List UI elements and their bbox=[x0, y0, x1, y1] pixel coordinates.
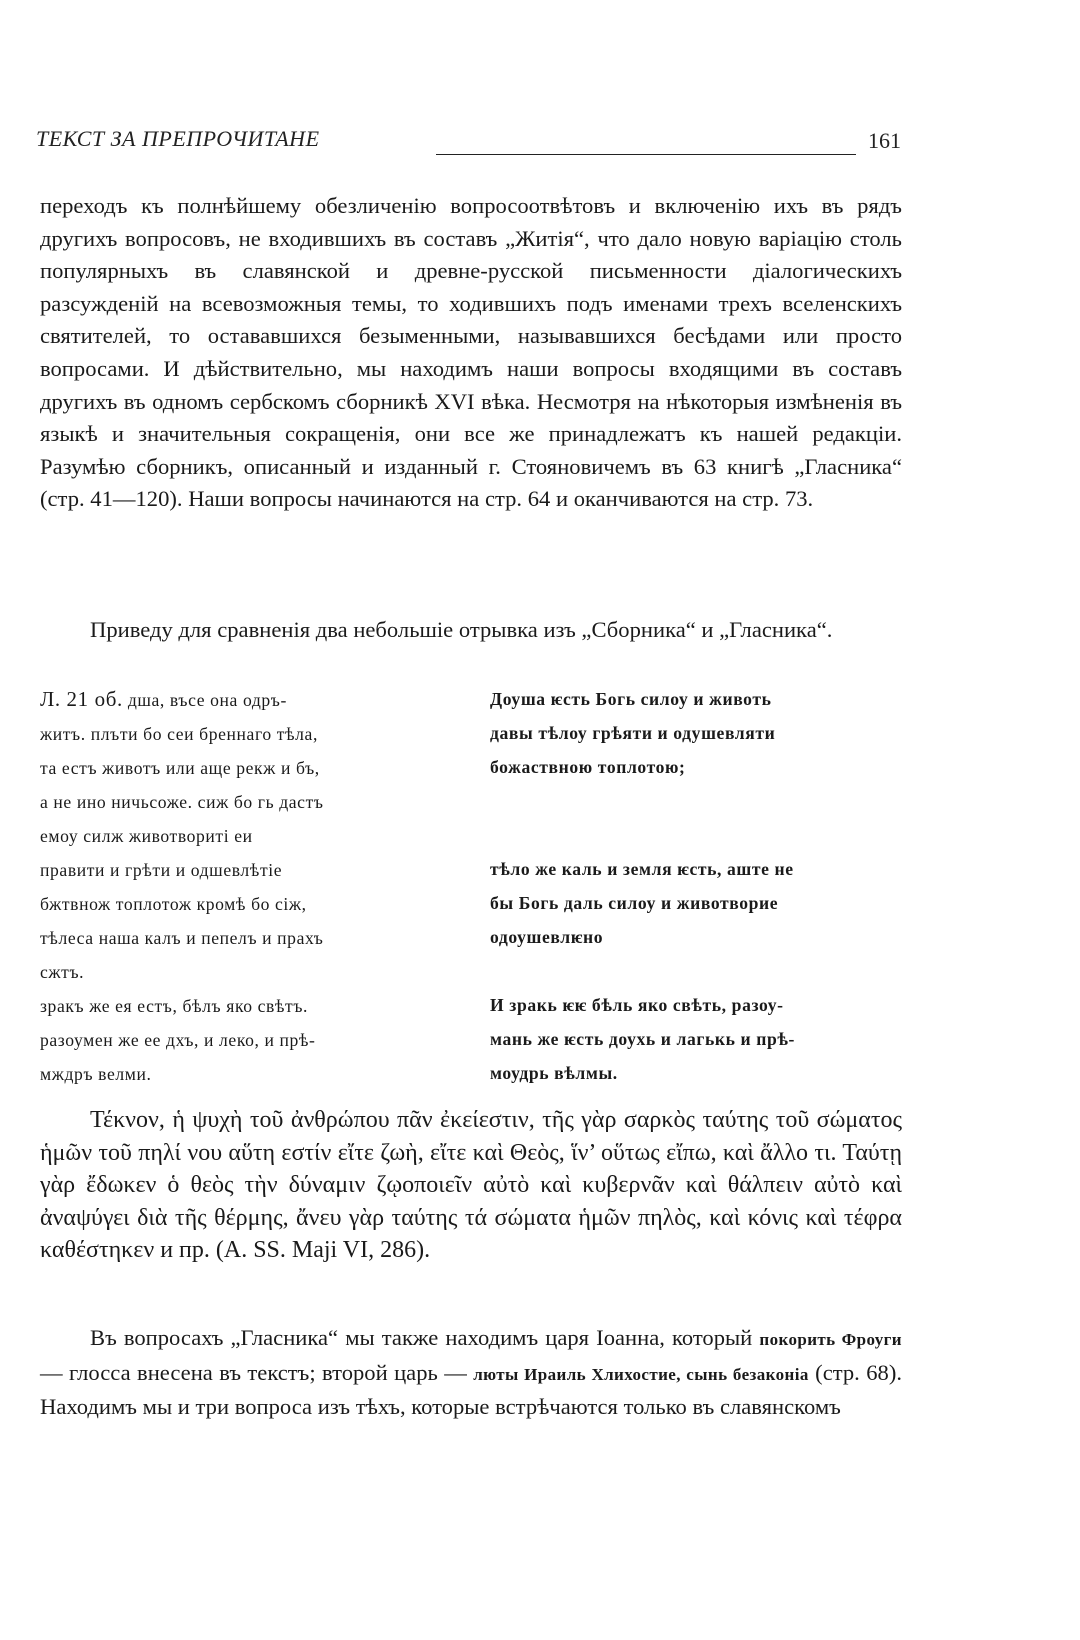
right-line: Доуша ѥсть Богь силоу и животь bbox=[490, 689, 772, 709]
left-line: житъ. плъти бо сеи бреннаго тѣла, bbox=[40, 724, 318, 744]
spacer bbox=[490, 818, 910, 852]
left-line: правити и грѣти и одшевлѣтiе bbox=[40, 860, 283, 880]
right-line: давы тѣлоу грѣяти и одушевляти bbox=[490, 723, 776, 743]
paragraph-4: Въ вопросахъ „Гласника“ мы также находимъ царя Іоанна, который покорить Фроуги — глосса внесена въ текстъ; второй царь — люты Ираиль Хлихостие, сынь безаконіа (стр. 68). Находимъ мы и три вопроса изъ тѣхъ, которые встрѣчаются только въ славянскомъ bbox=[40, 1325, 902, 1420]
right-line: И зракь ѥѥ бѣль яко свѣть, разоу- bbox=[490, 995, 784, 1015]
left-line: тѣлеса наша калъ и пепелъ и прахъ bbox=[40, 928, 324, 948]
left-line: разоумен же ее дхъ, и леко, и прѣ- bbox=[40, 1030, 316, 1050]
header-rule bbox=[436, 154, 856, 155]
left-line: та естъ животъ или аще рекж и бъ, bbox=[40, 758, 320, 778]
left-line: зракъ же ея естъ, бѣлъ яко свѣтъ. bbox=[40, 996, 309, 1016]
left-line: емоу силж животворитi еи bbox=[40, 826, 253, 846]
left-line: а не ино ничьсоже. сиж бо гь дастъ bbox=[40, 792, 324, 812]
page-number: 161 bbox=[868, 128, 901, 153]
parallel-texts bbox=[40, 682, 910, 1142]
right-line: одоушевлѥно bbox=[490, 927, 604, 947]
header-title: ТЕКСТ ЗА ПРЕПРОЧИТАНЕ bbox=[36, 126, 320, 151]
folio-reference: Л. 21 об. bbox=[40, 687, 123, 711]
paragraph-1: переходъ къ полнѣйшему обезличенію вопросоотвѣтовъ и включенію ихъ въ рядъ другихъ вопросовъ, не входившихъ въ составъ „Житія“, что дало новую варіацію столь популярныхъ въ славянской и древне-русской письменности діалогическихъ разсужденій на всевозможныя темы, то ходившихъ подъ именами трехъ вселенскихъ святителей, то остававшихся безыменными, называвшихся бесѣдами или просто вопросами. И дѣйствительно, мы находимъ наши вопросы входящими въ составъ другихъ въ одномъ сербскомъ сборникѣ XVI вѣка. Несмотря на нѣкоторыя измѣненія въ языкѣ и значительныя сокращенія, они все же принадлежатъ къ нашей редакціи. Разумѣю сборникъ, описанный и изданный г. Стояновичемъ въ 63 книгѣ „Гласника“ (стр. 41—120). Наши вопросы начинаются на стр. 64 и оканчиваются на стр. 73. bbox=[40, 193, 902, 512]
right-line: божаствною топлотою; bbox=[490, 757, 686, 777]
left-line: мждръ велми. bbox=[40, 1064, 152, 1084]
right-line: бы Богь даль силоу и животворие bbox=[490, 893, 779, 913]
left-line: Л. 21 об. дша, въсе она одръ- bbox=[40, 687, 287, 711]
church-slavonic-phrase: люты Ираиль Хлихостие, сынь безаконіа bbox=[473, 1364, 809, 1384]
right-column-glasnik bbox=[490, 682, 910, 1090]
running-header bbox=[36, 126, 916, 166]
left-line: сжтъ. bbox=[40, 962, 85, 982]
church-slavonic-phrase: покорить Фроуги bbox=[759, 1330, 902, 1349]
right-line: мань же ѥсть доухь и лагькь и прѣ- bbox=[490, 1029, 795, 1049]
right-line: тѣло же каль и земля ѥсть, аште не bbox=[490, 859, 794, 879]
paragraph-2: Приведу для сравненія два небольшіе отрывка изъ „Сборника“ и „Гласника“. bbox=[90, 617, 833, 642]
spacer bbox=[490, 784, 910, 818]
spacer bbox=[490, 954, 910, 988]
left-line: бжтвнож топлотож кромѣ бо сiж, bbox=[40, 894, 307, 914]
left-column-sbornik bbox=[40, 682, 460, 1091]
right-line: моудрь вѣлмы. bbox=[490, 1063, 618, 1083]
greek-quotation: Τέκνον, ἡ ψυχὴ τοῦ ἀνθρώπου πᾶν ἐκείεστιν, τῆς γὰρ σαρκὸς ταύτης τοῦ σώματος ἡμῶν τοῦ πηλί νου αὕτη εστίν εἴτε ζωὴ, εἴτε καὶ Θεὸς, ἵν’ οὕτως εἴπω, καὶ ἄλλο τι. Ταύτῃ γὰρ ἔδωκεν ὁ θεὸς τὴν δύναμιν ζῳοποιεῖν αὐτὸ καὶ κυβερνᾶν καὶ θάλπειν αὐτὸ καὶ ἀναψύγει διὰ τῆς θέρμης, ἄνευ γὰρ ταύτης τά σώματα ἡμῶν πηλὸς, καὶ κόνις καὶ τέφρα καθέστηκεν и пр. (А. SS. Maji VI, 286). bbox=[40, 1107, 902, 1264]
